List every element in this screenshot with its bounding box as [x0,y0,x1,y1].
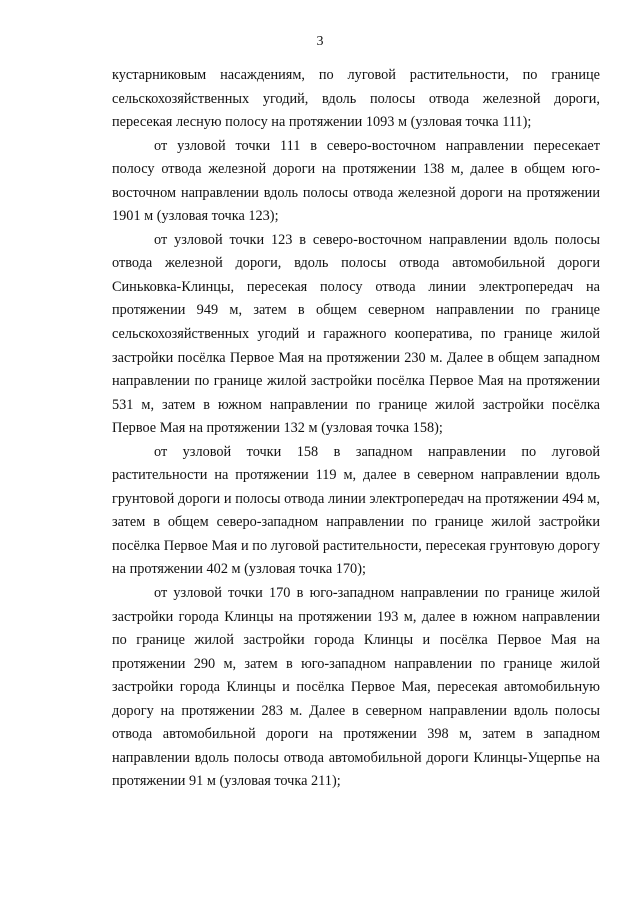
paragraph-continuation: кустарниковым насаждениям, по луговой растительности, по границе сельскохозяйственных угодий, вдоль полосы отвода железной дороги, пересекая лесную полосу на протяжении 1093 м (узловая точка 111); [112,67,600,131]
paragraph-point-123: от узловой точки 123 в северо-восточном направлении вдоль полосы отвода железной дороги, вдоль полосы отвода автомобильной дороги Синьковка-Клинцы, пересекая полосу отвода линии электропередач на протяжении 949 м, затем в общем северном направлении по границе сельскохозяйственных угодий и гаражного кооператива, по границе жилой застройки посёлка Первое Мая на протяжении 230 м. Далее в общем западном направлении по границе жилой застройки посёлка Первое Мая на протяжении 531 м, затем в южном направлении по границе жилой застройки посёлка Первое Мая на протяжении 132 м (узловая точка 158); [112,231,600,437]
page-number: 3 [316,34,324,49]
paragraph-point-158: от узловой точки 158 в западном направлении по луговой растительности на протяжении 119 м, далее в северном направлении вдоль грунтовой дороги и полосы отвода линии электропередач на протяжении 494 м, затем в общем северо-западном направлении по границе жилой застройки посёлка Первое Мая и по луговой растительности, пересекая грунтовую дорогу на протяжении 402 м (узловая точка 170); [112,443,600,578]
document-body [112,64,600,794]
paragraph-point-170: от узловой точки 170 в юго-западном направлении по границе жилой застройки города Клинцы на протяжении 193 м, далее в южном направлении по границе жилой застройки города Клинцы и посёлка Первое Мая на протяжении 290 м, затем в юго-западном направлении по границе жилой застройки города Клинцы и посёлка Первое Мая, пересекая автомобильную дорогу на протяжении 283 м. Далее в северном направлении вдоль полосы отвода автомобильной дороги на протяжении 398 м, затем в западном направлении вдоль полосы отвода автомобильной дороги Клинцы-Ущерпье на протяжении 91 м (узловая точка 211); [112,585,600,790]
paragraph-point-111: от узловой точки 111 в северо-восточном направлении пересекает полосу отвода железной дороги на протяжении 138 м, далее в общем юго-восточном направлении вдоль полосы отвода железной дороги на протяжении 1901 м (узловая точка 123); [112,137,600,225]
